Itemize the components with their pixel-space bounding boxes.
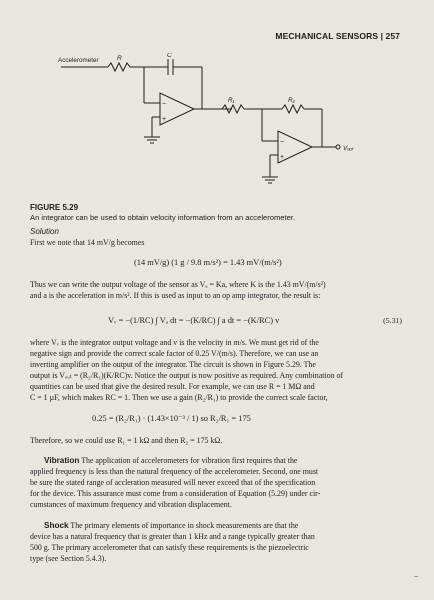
paragraph-3-line-4: output is Vₒᵤₜ = (R₂/R₁)(K/RC)v. Notice the output is now positive as required. Any combination of [30, 371, 344, 380]
resistor-r2-label: R₂ [288, 97, 295, 104]
paragraph-3-line-3: inverting amplifier on the output of the integrator. The circuit is shown in Figure 5.29. The [30, 360, 316, 369]
paragraph-2-line-1: Thus we can write the output voltage of the sensor as Vₐ = Ka, where K is the 1.43 mV/(m/s²) [30, 280, 326, 289]
opamp2-minus-label: − [280, 139, 285, 146]
equation-2: Vᵥ = −(1/RC) ∫ Vₐ dt = −(K/RC) ∫ a dt = −(K/RC) v [108, 316, 280, 325]
equation-1-mid: (1 g / 9.8 m/s²) [171, 258, 221, 267]
page-corner-mark: − [414, 572, 419, 581]
capacitor-c-label: C [167, 53, 172, 59]
vibration-line-4: for the device. This assurance must come from a consideration of Equation (5.29) under cir- [30, 489, 321, 498]
figure-caption: An integrator can be used to obtain velocity information from an accelerometer. [30, 213, 296, 222]
vibration-text-1: The application of accelerometers for vibration first requires that the [81, 456, 298, 465]
equation-2-number: (5.31) [383, 316, 402, 325]
shock-heading: Shock [44, 521, 69, 530]
paragraph-3-line-2: negative sign and provide the correct scale factor of 0.25 V/(m/s). Therefore, we can use an [30, 349, 319, 358]
vibration-line-5: cumstances of maximum frequency and vibration displacement. [30, 500, 232, 509]
solution-heading: Solution [30, 227, 59, 236]
paragraph-3-line-6: C = 1 µF, which makes RC = 1. Then we use a gain (R₂/R₁) to provide the correct scale factor, [30, 393, 328, 402]
shock-text-1: The primary elements of importance in shock measurements are that the [70, 521, 299, 530]
accelerometer-label: Accelerometer [58, 57, 99, 64]
solution-intro: First we note that 14 mV/g becomes [30, 238, 145, 247]
vout-label: Vₒᵤₜ [343, 145, 354, 152]
solution-conclusion: Therefore, so we could use R₁ = 1 kΩ and then R₂ = 175 kΩ. [30, 436, 223, 445]
equation-1 [134, 258, 282, 267]
shock-line-4: type (see Section 5.4.3). [30, 554, 107, 563]
shock-line-3: 500 g. The primary accelerometer that can satisfy these requirements is the piezoelectric [30, 543, 309, 552]
paragraph-2-line-2: and a is the acceleration in m/s². If this is used as input to an op amp integrator, the result is: [30, 291, 321, 300]
running-head: MECHANICAL SENSORS | 257 [275, 31, 400, 41]
vibration-line-1 [44, 456, 402, 466]
vibration-heading: Vibration [44, 456, 80, 465]
vibration-line-2: applied frequency is less than the natural frequency of the accelerometer. Second, one must [30, 467, 319, 476]
resistor-r1-label: R₁ [228, 97, 235, 104]
resistor-r-label: R [117, 55, 122, 62]
equation-1-lhs: (14 mV/g) [134, 258, 170, 267]
shock-line-1 [44, 521, 402, 531]
shock-line-2: device has a natural frequency that is greater than 1 kHz and a range typically greater than [30, 532, 315, 541]
paragraph-3-line-5: quantities can be used that give the desired result. For example, we can use R = 1 MΩ and [30, 382, 315, 391]
equation-3: 0.25 = (R₂/R₁) · (1.43×10⁻³ / 1) so R₂/R₁ = 175 [92, 414, 251, 423]
opamp1-minus-label: − [162, 101, 167, 108]
equation-1-rhs: = 1.43 mV/(m/s²) [223, 258, 282, 267]
opamp2-plus-label: + [280, 154, 285, 161]
paragraph-3-line-1: where Vᵥ is the integrator output voltage and v is the velocity in m/s. We must get rid of the [30, 338, 319, 347]
circuit-diagram [56, 53, 356, 195]
opamp1-plus-label: + [162, 116, 167, 123]
vibration-line-3: be sure the stated range of accleration measured will never exceed that of the specification [30, 478, 316, 487]
figure-number: FIGURE 5.29 [30, 203, 79, 212]
